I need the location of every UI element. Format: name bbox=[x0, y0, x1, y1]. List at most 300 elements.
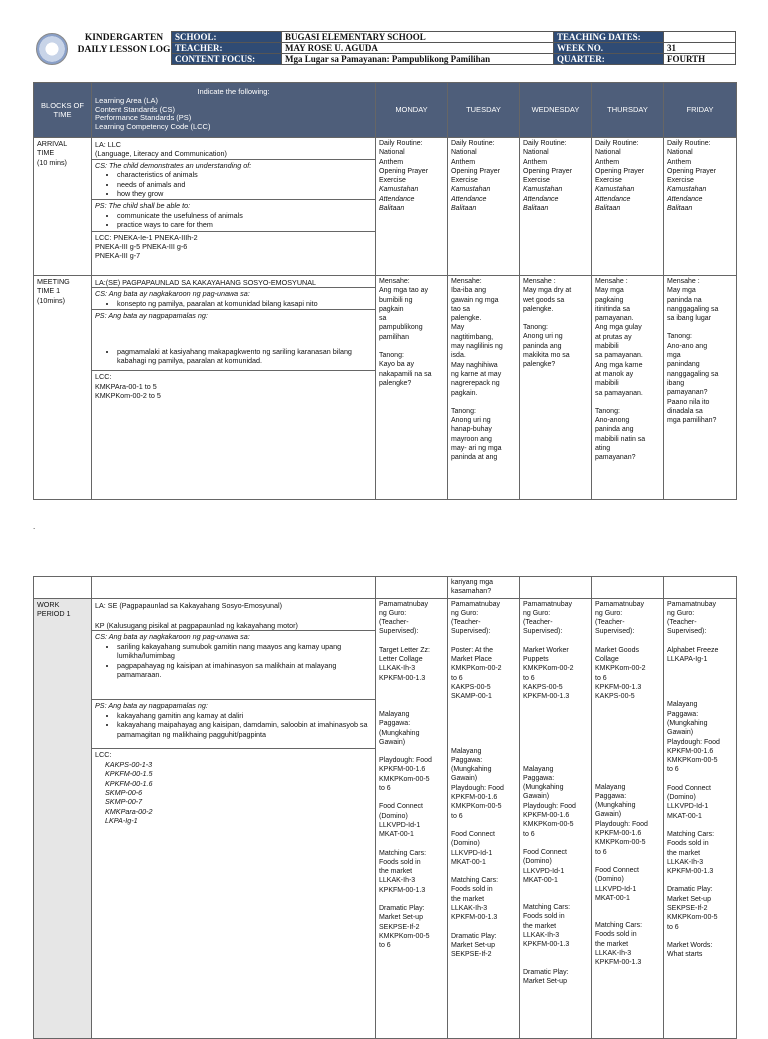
text-line: to 6 bbox=[451, 812, 463, 820]
list-item: • pagmamalaki at kasiyahang makapagkwento ng sariling karanasan bilang kabahagi ng pamilya, paaralan at komunidad. bbox=[117, 347, 372, 366]
continued-blank-mon bbox=[376, 577, 448, 599]
text-line: Balitaan bbox=[379, 205, 405, 213]
list-item: • kakayahang maipahayag ang kaisipan, damdamin, saloobin at imahinasyob sa pamamagitan ng malikhaing pagguhit/pagpinta bbox=[117, 720, 372, 739]
text-line: KMKPKom-00-5 bbox=[379, 932, 430, 940]
text-line: KPKFM-00-1.6 bbox=[451, 794, 498, 802]
text-line: LLKAK-Ih-3 bbox=[451, 905, 488, 913]
header-cell-l2: WEEK NO. bbox=[554, 43, 664, 54]
meeting-friday bbox=[664, 276, 737, 500]
text-line: Market Set-up bbox=[379, 914, 423, 922]
arrival-thursday bbox=[592, 138, 664, 276]
meeting-lcc bbox=[92, 370, 375, 401]
text-line: National bbox=[451, 149, 477, 157]
text-line: LLKVPD-Id-1 bbox=[595, 885, 637, 893]
text-line: Market Place bbox=[451, 656, 492, 664]
text-line: Pamamatnubay bbox=[379, 600, 429, 608]
text-line: Daily Routine: bbox=[451, 140, 495, 147]
text-line: palengke. bbox=[451, 315, 482, 323]
text-line: KPKFM-00-1.3 bbox=[667, 868, 714, 876]
text-line: Opening Prayer bbox=[451, 167, 501, 175]
text-line bbox=[451, 398, 516, 407]
text-line: Target Letter Zz: bbox=[379, 646, 430, 654]
text-line: KMKPKom-00-2 bbox=[451, 665, 502, 673]
work-tuesday bbox=[448, 598, 520, 1038]
lesson-plan-table-2 bbox=[33, 576, 737, 1039]
text-line: at manok ay bbox=[595, 370, 634, 378]
continued-blank-fri bbox=[664, 577, 737, 599]
indicate-line: Performance Standards (PS) bbox=[95, 113, 192, 123]
continued-blank-2 bbox=[92, 577, 376, 599]
work-monday bbox=[376, 598, 448, 1038]
text-line bbox=[523, 839, 588, 848]
text-line: KMKPKom-00-2 bbox=[595, 665, 646, 673]
text-line: to 6 bbox=[595, 848, 607, 856]
arrival-lcc bbox=[92, 231, 375, 262]
text-line: (Domino) bbox=[667, 794, 696, 802]
text-line: National bbox=[667, 149, 693, 157]
header-cell-v1: MAY ROSE U. AGUDA bbox=[282, 43, 554, 54]
text-line bbox=[451, 702, 516, 711]
header-row bbox=[172, 43, 736, 54]
header-row bbox=[172, 54, 736, 65]
text-line: Market Set-up bbox=[523, 977, 567, 985]
meeting-ps: PS: Ang bata ay nagpapamalas ng: • pagmamalaki at kasiyahang makapagkwento ng sariling karanasan bilang kabahagi ng pamilya, paaralan at komunidad. bbox=[92, 309, 375, 370]
text-line: Pamamatnubay bbox=[451, 600, 501, 608]
text-line: MKAT-00-1 bbox=[451, 858, 486, 866]
text-line: wet goods sa bbox=[523, 296, 565, 304]
text-line: itinitinda sa bbox=[595, 305, 631, 313]
text-line: may- ari ng mga bbox=[451, 445, 502, 453]
text-line: May naghihiwa bbox=[451, 361, 498, 369]
text-line: LLKAK-Ih-3 bbox=[667, 858, 704, 866]
header-row bbox=[172, 32, 736, 43]
text-line: Matching Cars: bbox=[451, 877, 499, 885]
text-line: LLKVPD-Id-1 bbox=[451, 849, 493, 857]
meeting-cs: CS: Ang bata ay nagkakaroon ng pag-unawa sa: • konsepto ng pamilya, paaralan at komunidad bilang kasapi nito bbox=[92, 287, 375, 309]
page-break-dot: . bbox=[33, 522, 36, 531]
friday-header: FRIDAY bbox=[664, 83, 737, 138]
text-line: LCC: bbox=[95, 372, 112, 382]
text-line: Gawain) bbox=[451, 775, 478, 783]
text-line bbox=[667, 821, 733, 830]
text-line: Kamustahan bbox=[451, 186, 491, 194]
text-line: palengke. bbox=[523, 305, 554, 313]
text-line: MKAT-00-1 bbox=[595, 894, 630, 902]
text-line bbox=[667, 637, 733, 646]
wednesday-header: WEDNESDAY bbox=[520, 83, 592, 138]
text-line: KPKFM-00-1.6 bbox=[523, 812, 570, 820]
text-line: Food Connect bbox=[451, 830, 495, 838]
text-line: Food Connect bbox=[667, 784, 711, 792]
arrival-standards-cell bbox=[92, 138, 376, 276]
text-line bbox=[667, 664, 733, 673]
text-line: Kamustahan bbox=[523, 186, 563, 194]
text-line: KMKPKom-00-5 bbox=[667, 757, 718, 765]
text-line: LLKAK-Ih-3 bbox=[379, 877, 416, 885]
text-line: Malayang bbox=[451, 747, 482, 755]
text-line: (Domino) bbox=[595, 876, 624, 884]
indicate-line: Content Standards (CS) bbox=[95, 104, 176, 114]
text-line: KPKFM-00-1.6 bbox=[379, 766, 426, 774]
text-line: (Domino) bbox=[451, 840, 480, 848]
text-line: Pamamatnubay bbox=[523, 600, 573, 608]
text-line: Kayo ba ay bbox=[379, 361, 415, 369]
text-line: Foods sold in bbox=[379, 858, 421, 866]
text-line: Paggawa: bbox=[667, 710, 699, 718]
text-line bbox=[451, 867, 516, 876]
text-line: Balitaan bbox=[667, 205, 693, 213]
text-line: mabibili natin sa bbox=[595, 435, 646, 443]
text-line: Paggawa: bbox=[523, 774, 555, 782]
text-line: pagkain bbox=[379, 305, 404, 313]
text-line: sa ibang lugar bbox=[667, 315, 711, 323]
text-line: Puppets bbox=[523, 656, 549, 664]
text-line: KPKFM-00-1.6 bbox=[667, 747, 714, 755]
text-line: (Mungkahing bbox=[667, 719, 708, 727]
text-line: KAKPS-00-5 bbox=[595, 693, 635, 701]
text-line: Food Connect bbox=[379, 803, 423, 811]
continued-tuesday bbox=[448, 577, 520, 599]
text-line: Attendance bbox=[451, 195, 487, 203]
text-line: kanyang mga bbox=[451, 579, 494, 586]
text-line bbox=[379, 683, 444, 692]
text-line: Dramatic Play: bbox=[667, 886, 713, 894]
lesson-log-header bbox=[34, 31, 736, 69]
list-item: • how they grow bbox=[117, 189, 372, 198]
text-line: to 6 bbox=[523, 674, 535, 682]
text-line: Matching Cars: bbox=[379, 849, 427, 857]
text-line bbox=[595, 720, 660, 729]
text-line: paninda at ang bbox=[451, 454, 498, 462]
text-line: Tanong: bbox=[667, 333, 692, 341]
text-line: Opening Prayer bbox=[595, 167, 645, 175]
list-item: • practice ways to care for them bbox=[117, 220, 372, 229]
text-line bbox=[595, 774, 660, 783]
header-cell-l2: QUARTER: bbox=[554, 54, 664, 65]
text-line bbox=[379, 895, 444, 904]
text-line: KPKFM-00-1.3 bbox=[523, 693, 570, 701]
text-line: Anthem bbox=[451, 158, 476, 166]
text-line: (Mungkahing bbox=[379, 729, 420, 737]
work-thursday bbox=[592, 598, 664, 1038]
text-line: Gawain) bbox=[595, 811, 622, 819]
text-line: KMKPAra-00-1 to 5 bbox=[95, 381, 157, 391]
text-line: KAKPS-00-1-3 bbox=[105, 759, 153, 769]
text-line: the market bbox=[379, 868, 413, 876]
text-line: Exercise bbox=[595, 177, 622, 185]
text-line: Supervised): bbox=[595, 628, 635, 636]
text-line: KAKPS-00-5 bbox=[523, 683, 563, 691]
meeting-time-cell bbox=[34, 276, 92, 500]
work-la: LA: SE (Pagpapaunlad sa Kakayahang Sosyo-Emosyunal) bbox=[95, 600, 282, 610]
text-line: LKPA-Ig-1 bbox=[105, 816, 138, 826]
text-line: KPKFM-00-1.3 bbox=[523, 941, 570, 949]
text-line: PNEKA-III g-5 PNEKA-III g-6 bbox=[95, 242, 188, 252]
text-line: Ang mga gulay bbox=[595, 324, 642, 332]
text-line: nanggagaling sa bbox=[667, 305, 719, 313]
text-line: Dramatic Play: bbox=[451, 932, 497, 940]
text-line: LCC: PNEKA-Ie-1 PNEKA-IIIh-2 bbox=[95, 232, 198, 242]
text-line: LLKAK-Ih-3 bbox=[379, 665, 416, 673]
text-line: Daily Routine: bbox=[523, 140, 567, 147]
text-line: (Language, Literacy and Communication) bbox=[95, 149, 227, 159]
lesson-plan-table-1 bbox=[33, 82, 737, 500]
work-friday bbox=[664, 598, 737, 1038]
text-line bbox=[379, 692, 444, 701]
indicate-header bbox=[92, 83, 376, 138]
text-line: sa pamayanan. bbox=[595, 389, 643, 397]
text-line: Pamamatnubay bbox=[595, 600, 645, 608]
text-line bbox=[667, 691, 733, 700]
text-line: Anong uri ng bbox=[523, 333, 563, 341]
text-line: Daily Routine: bbox=[379, 140, 423, 147]
text-line: Attendance bbox=[667, 195, 703, 203]
text-line: (10mins) bbox=[37, 295, 65, 305]
text-line bbox=[667, 673, 733, 682]
meeting-la: LA:(SE) PAGPAPAUNLAD SA KAKAYAHANG SOSYO-EMOSYUNAL bbox=[95, 278, 317, 287]
text-line: Playdough: Food bbox=[667, 738, 720, 746]
text-line bbox=[523, 702, 588, 711]
text-line: (Teacher- bbox=[595, 619, 625, 627]
text-line: May bbox=[451, 324, 465, 332]
text-line bbox=[595, 398, 660, 407]
text-line bbox=[379, 637, 444, 646]
header-cell-l1: SCHOOL: bbox=[172, 32, 282, 43]
text-line: paninda ang bbox=[523, 342, 562, 350]
text-line: sa bbox=[379, 315, 387, 323]
text-line: nanggagaling sa bbox=[667, 370, 719, 378]
text-line: PERIOD 1 bbox=[37, 609, 71, 618]
text-line bbox=[595, 738, 660, 747]
text-line: Kamustahan bbox=[667, 186, 707, 194]
blocks-of-time-header: BLOCKS OF TIME bbox=[34, 83, 92, 138]
text-line: Exercise bbox=[667, 177, 694, 185]
text-line: Ang mga karne bbox=[595, 361, 643, 369]
text-line: Supervised): bbox=[523, 628, 563, 636]
text-line: KPKFM-00-1.3 bbox=[379, 674, 426, 682]
text-line: MEETING bbox=[37, 277, 70, 286]
text-line: Exercise bbox=[451, 177, 478, 185]
work-ps: PS: Ang bata ay nagpapamalas ng: • kakayahang gamitin ang kamay at daliri • kakayahang maipahayag ang kaisipan, damdamin, saloobin at imahinasyob sa pamamagitan ng malikhaing pagguhit/pagpinta bbox=[92, 699, 375, 748]
text-line: (Domino) bbox=[523, 858, 552, 866]
text-line bbox=[595, 702, 660, 711]
text-line bbox=[595, 912, 660, 921]
text-line: Tanong: bbox=[451, 407, 476, 415]
text-line: may naglilinis ng bbox=[451, 343, 503, 351]
text-line: nagrerepack ng bbox=[451, 380, 500, 388]
continued-blank-thu bbox=[592, 577, 664, 599]
arrival-cs: CS: The child demonstrates an understanding of: • characteristics of animals • needs of animals and • how they grow bbox=[92, 159, 375, 200]
text-line bbox=[523, 314, 588, 323]
tuesday-header: TUESDAY bbox=[448, 83, 520, 138]
continued-blank-wed bbox=[520, 577, 592, 599]
text-line: Paggawa: bbox=[379, 720, 411, 728]
arrival-monday bbox=[376, 138, 448, 276]
text-line: Supervised): bbox=[667, 628, 707, 636]
text-line: KMKPKom-00-5 bbox=[667, 914, 718, 922]
text-line: Foods sold in bbox=[523, 913, 565, 921]
text-line bbox=[595, 711, 660, 720]
text-line: ng Guro: bbox=[379, 609, 407, 617]
text-line: May mga bbox=[595, 287, 624, 295]
text-line: LLKVPD-Id-1 bbox=[379, 821, 421, 829]
text-line: SKAMP-00-1 bbox=[451, 693, 492, 701]
text-line: Ano-ano ang bbox=[667, 342, 708, 350]
text-line: KAKPS-00-5 bbox=[451, 683, 491, 691]
text-line: pampublikong bbox=[379, 324, 423, 332]
text-line: the market bbox=[595, 940, 629, 948]
text-line: SKMP-00-7 bbox=[105, 797, 143, 807]
text-line: MKAT-00-1 bbox=[379, 831, 414, 839]
text-line: Poster: At the bbox=[451, 646, 494, 654]
text-line: Malayang bbox=[667, 701, 698, 709]
text-line: Exercise bbox=[523, 177, 550, 185]
text-line: LCC: bbox=[95, 750, 112, 760]
monday-header: MONDAY bbox=[376, 83, 448, 138]
text-line: bumibili ng bbox=[379, 296, 413, 304]
text-line: Supervised): bbox=[379, 628, 419, 636]
work-kp: KP (Kalusugang pisikal at pagpapaunlad ng kakayahang motor) bbox=[95, 621, 298, 630]
header-cell-l1: TEACHER: bbox=[172, 43, 282, 54]
text-line: Attendance bbox=[523, 195, 559, 203]
text-line bbox=[451, 738, 516, 747]
list-item: • characteristics of animals bbox=[117, 170, 372, 179]
text-line bbox=[595, 903, 660, 912]
meeting-wednesday bbox=[520, 276, 592, 500]
text-line: Tanong: bbox=[523, 324, 548, 332]
list-item: • needs of animals and bbox=[117, 180, 372, 189]
text-line: Kamustahan bbox=[379, 186, 419, 194]
text-line bbox=[523, 720, 588, 729]
text-line: at prutas ay bbox=[595, 333, 632, 341]
text-line: Market Set-up bbox=[667, 895, 711, 903]
text-line: Ano-anong bbox=[595, 417, 630, 425]
indicate-line: Learning Area (LA) bbox=[95, 95, 158, 105]
text-line: LLKAK-Ih-3 bbox=[595, 950, 632, 958]
list-item: • sariling kakayahang sumubok gamitin nang maayos ang kamay upang lumikha/lumimbag bbox=[117, 642, 372, 661]
text-line: Foods sold in bbox=[667, 840, 709, 848]
text-line: mga pamilihan? bbox=[667, 417, 717, 425]
text-line: (Teacher- bbox=[523, 619, 553, 627]
continued-blank-1 bbox=[34, 577, 92, 599]
text-line: pamayanan? bbox=[667, 389, 708, 397]
text-line: KMKPara-00-2 bbox=[105, 806, 153, 816]
header-info-table bbox=[171, 31, 736, 65]
text-line: Gawain) bbox=[379, 738, 406, 746]
text-line: KMKPKom-00-5 bbox=[595, 839, 646, 847]
work-cs: CS: Ang bata ay nagkakaroon ng pag-unawa sa: • sariling kakayahang sumubok gamitin nang maayos ang kamay upang lumikha/lumimbag • pagpapahayag ng kaisipan at imahinasyon sa malikhain at malayang pamamaraan. bbox=[92, 630, 375, 699]
list-item: • communicate the usefulness of animals bbox=[117, 211, 372, 220]
text-line: Ang mga tao ay bbox=[379, 287, 429, 295]
text-line: Matching Cars: bbox=[667, 830, 715, 838]
text-line: KMKPKom-00-5 bbox=[451, 803, 502, 811]
text-line: PNEKA-III g-7 bbox=[95, 251, 141, 261]
text-line: Playdough: Food bbox=[595, 820, 648, 828]
text-line bbox=[379, 793, 444, 802]
text-line: Mensahe: bbox=[451, 278, 482, 285]
arrival-wednesday bbox=[520, 138, 592, 276]
text-line: Tanong: bbox=[595, 407, 620, 415]
text-line: Gawain) bbox=[667, 729, 694, 737]
text-line bbox=[523, 950, 588, 959]
text-line: Letter Collage bbox=[379, 656, 423, 664]
text-line: KPKFM-00-1.3 bbox=[595, 683, 642, 691]
text-line: isda. bbox=[451, 352, 466, 360]
text-line: Paano nila ito bbox=[667, 398, 710, 406]
text-line: Market Worker bbox=[523, 646, 569, 654]
indicate-line: Learning Competency Code (LCC) bbox=[95, 122, 211, 132]
text-line: Daily Routine: bbox=[595, 140, 639, 147]
text-line: Exercise bbox=[379, 177, 406, 185]
text-line: ng Guro: bbox=[451, 609, 479, 617]
text-line: the market bbox=[523, 922, 557, 930]
text-line: palengke? bbox=[523, 361, 556, 369]
text-line: mabibili bbox=[595, 343, 619, 351]
text-line bbox=[595, 729, 660, 738]
text-line: Market Set-up bbox=[451, 941, 495, 949]
list-item: • kakayahang gamitin ang kamay at daliri bbox=[117, 711, 372, 720]
text-line: Malayang bbox=[595, 783, 626, 791]
work-period-cell bbox=[34, 598, 92, 1038]
text-line: to 6 bbox=[379, 942, 391, 950]
text-line: (Teacher- bbox=[451, 619, 481, 627]
text-line bbox=[451, 711, 516, 720]
text-line: mayroon ang bbox=[451, 435, 492, 443]
text-line: Balitaan bbox=[595, 205, 621, 213]
work-wednesday bbox=[520, 598, 592, 1038]
text-line: (Mungkahing bbox=[451, 766, 492, 774]
text-line: the market bbox=[667, 849, 701, 857]
text-line: palengke? bbox=[379, 379, 412, 387]
text-line: KPKFM-00-1.6 bbox=[595, 830, 642, 838]
text-line bbox=[667, 323, 733, 332]
arrival-friday bbox=[664, 138, 737, 276]
text-line: Playdough: Food bbox=[451, 784, 504, 792]
text-line: panindang bbox=[667, 361, 700, 369]
text-line: pamayanan? bbox=[595, 454, 636, 462]
text-line: SKMP-00-6 bbox=[105, 788, 143, 798]
text-line bbox=[595, 857, 660, 866]
thursday-header: THURSDAY bbox=[592, 83, 664, 138]
text-line: KMKPKom-00-2 to 5 bbox=[95, 391, 161, 401]
text-line: to 6 bbox=[667, 766, 679, 774]
text-line: May mga dry at bbox=[523, 287, 572, 295]
text-line: pagkain. bbox=[451, 389, 478, 397]
text-line: Attendance bbox=[595, 195, 631, 203]
text-line bbox=[451, 729, 516, 738]
text-line: (Teacher- bbox=[379, 619, 409, 627]
text-line: Foods sold in bbox=[595, 931, 637, 939]
text-line: KPKFM-00-1.3 bbox=[451, 914, 498, 922]
arrival-ps: PS: The child shall be able to: • communicate the usefulness of animals • practice ways to care for them bbox=[92, 199, 375, 230]
text-line: Alphabet Freeze bbox=[667, 646, 719, 654]
work-lcc bbox=[92, 748, 375, 826]
text-line bbox=[595, 765, 660, 774]
text-line: Anthem bbox=[379, 158, 404, 166]
text-line: (Mungkahing bbox=[595, 802, 636, 810]
text-line: pagkaing bbox=[595, 296, 624, 304]
text-line bbox=[523, 756, 588, 765]
text-line: KMKPKom-00-2 bbox=[523, 665, 574, 673]
text-line: to 6 bbox=[667, 923, 679, 931]
text-line: to 6 bbox=[379, 785, 391, 793]
text-line: Anthem bbox=[595, 158, 620, 166]
text-line: hanap-buhay bbox=[451, 426, 492, 434]
text-line: SEKPSE-If-2 bbox=[379, 923, 420, 931]
log-title: KINDERGARTEN DAILY LESSON LOG bbox=[77, 33, 171, 55]
text-line: SEKPSE-If-2 bbox=[667, 905, 708, 913]
text-line: ng karne at may bbox=[451, 370, 502, 378]
